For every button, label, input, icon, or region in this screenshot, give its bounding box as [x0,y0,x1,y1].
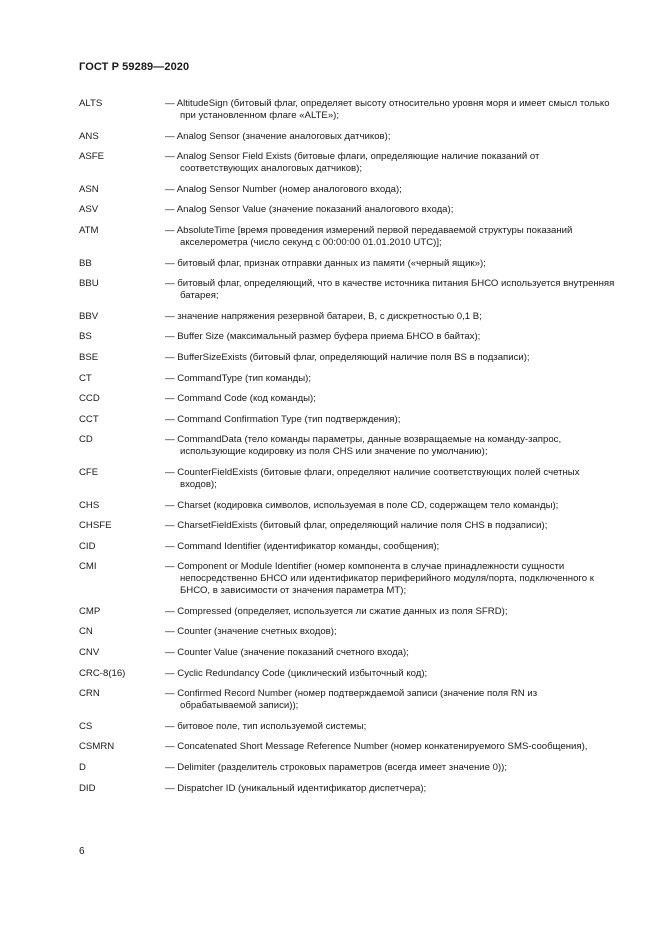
list-item [79,414,615,426]
definition: — Cyclic Redundancy Code (циклический избыточный код); [165,667,428,679]
abbreviation-list [79,98,615,803]
document-header: ГОСТ Р 59289—2020 [79,61,190,73]
list-item [79,151,615,175]
abbreviation: CRN [79,688,100,700]
definition: — Compressed (определяет, используется ли сжатие данных из поля SFRD); [165,605,508,617]
abbreviation: CFE [79,466,99,478]
definition: — Confirmed Record Number (номер подтверждаемой записи (значение поля RN из обрабатываемой записи)); [165,688,538,712]
definition: — Analog Sensor Field Exists (битовые флаги, определяющие наличие показаний от соответствующих аналоговых датчиков); [165,151,540,175]
list-item [79,688,615,712]
list-item [79,467,615,491]
list-item [79,741,615,753]
definition: — Analog Sensor Number (номер аналогового входа); [165,183,402,195]
list-item [79,225,615,249]
definition: — CharsetFieldExists (битовый флаг, определяющий наличие поля CHS в подзаписи); [165,520,548,532]
abbreviation: ALTS [79,98,103,109]
list-item [79,311,615,323]
page-number: 6 [79,846,85,857]
list-item [79,647,615,659]
definition: — значение напряжения резервной батареи, В, с дискретностью 0,1 В; [165,310,482,322]
list-item [79,541,615,553]
definition: — битовое поле, тип используемой системы; [165,720,367,732]
list-item [79,331,615,343]
list-item [79,668,615,680]
list-item [79,561,615,597]
definition: — Command Confirmation Type (тип подтверждения); [165,413,401,425]
abbreviation: ASN [79,183,99,195]
definition: — BufferSizeExists (битовый флаг, определяющий наличие поля BS в подзаписи); [165,351,530,363]
abbreviation: DID [79,782,96,794]
list-item [79,500,615,512]
abbreviation: BB [79,257,92,269]
abbreviation: CMP [79,605,101,617]
list-item [79,373,615,385]
abbreviation: BSE [79,351,99,363]
abbreviation: CT [79,372,92,384]
list-item [79,606,615,618]
list-item [79,520,615,532]
list-item [79,352,615,364]
definition: — Analog Sensor Value (значение показаний аналогового входа); [165,204,454,216]
definition: — Counter Value (значение показаний счетного входа); [165,647,409,659]
abbreviation: BBU [79,278,99,290]
abbreviation: CS [79,720,93,732]
definition: — Command Code (код команды); [165,393,316,405]
abbreviation: ASFE [79,151,105,163]
abbreviation: CSMRN [79,741,115,753]
definition: — CounterFieldExists (битовые флаги, определяют наличие соответствующих полей счетных входов); [165,466,580,490]
list-item [79,783,615,795]
definition: — Command Identifier (идентификатор команды, сообщения); [165,540,440,552]
list-item [79,131,615,143]
definition: — Concatenated Short Message Reference Number (номер конкатенируемого SMS-сообщения), [165,741,588,753]
abbreviation: CHS [79,499,100,511]
abbreviation: ATM [79,224,99,236]
abbreviation: CMI [79,561,97,573]
definition: — CommandData (тело команды параметры, данные возвращаемые на команду-запрос, использующие кодировку из поля CHS или значение по умолчанию); [165,434,562,458]
definition: — Component or Module Identifier (номер компонента в случае принадлежности сущности непосредственно БНСО или идентификатор периферийного модуля/порта, подключенного к БНСО, в зависимости от значения параметра MT); [165,561,594,597]
list-item [79,393,615,405]
list-item [79,204,615,216]
definition: — Buffer Size (максимальный размер буфера приема БНСО в байтах); [165,331,481,343]
definition: — Dispatcher ID (уникальный идентификатор диспетчера); [165,782,427,794]
abbreviation: CNV [79,647,100,659]
abbreviation: BBV [79,310,99,322]
definition: — Delimiter (разделитель строковых параметров (всегда имеет значение 0)); [165,762,508,774]
list-item [79,762,615,774]
list-item [79,184,615,196]
definition: — битовый флаг, признак отправки данных из памяти («черный ящик»); [165,257,486,269]
list-item [79,258,615,270]
abbreviation: CCD [79,393,100,405]
definition: — AltitudeSign (битовый флаг, определяет высоту относительно уровня моря и имеет смысл только при установленном флаге «ALTE»); [165,98,610,121]
abbreviation: ASV [79,204,99,216]
list-item [79,721,615,733]
abbreviation: BS [79,331,92,343]
abbreviation: CID [79,540,96,552]
abbreviation: ANS [79,130,99,142]
list-item [79,98,615,122]
definition: — Analog Sensor (значение аналоговых датчиков); [165,130,391,142]
list-item [79,626,615,638]
list-item [79,434,615,458]
definition: — Charset (кодировка символов, используемая в поле CD, содержащем тело команды); [165,499,559,511]
definition: — битовый флаг, определяющий, что в качестве источника питания БНСО используется внутренняя батарея; [165,278,615,302]
abbreviation: CHSFE [79,520,112,532]
list-item [79,278,615,302]
abbreviation: CCT [79,413,99,425]
definition: — CommandType (тип команды); [165,372,312,384]
abbreviation: CD [79,434,93,446]
abbreviation: CRC-8(16) [79,667,126,679]
definition: — Counter (значение счетных входов); [165,626,337,638]
abbreviation: D [79,762,86,774]
abbreviation: CN [79,626,93,638]
definition: — AbsoluteTime [время проведения измерений первой передаваемой структуры показаний акселерометра (число секунд с 00:00:00 01.01.2010 UTC)]; [165,224,573,248]
